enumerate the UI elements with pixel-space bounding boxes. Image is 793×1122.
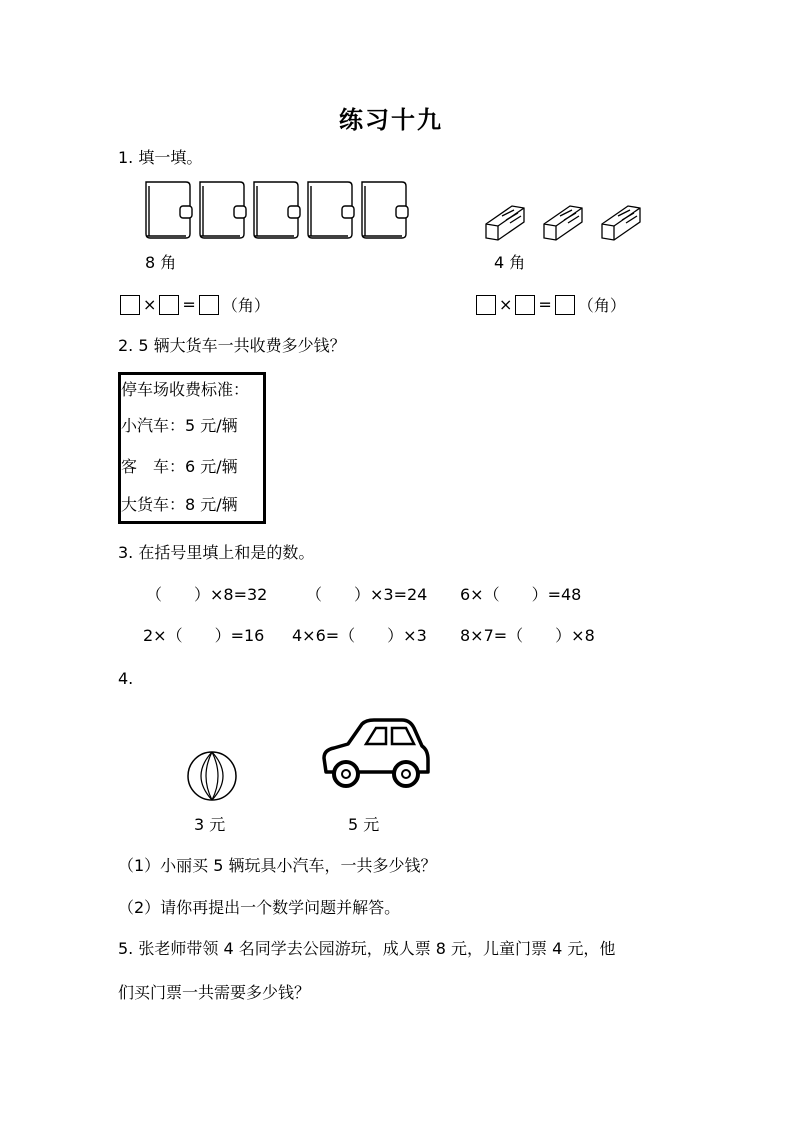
eraser-price: 4 角 bbox=[494, 253, 526, 272]
answer-box[interactable] bbox=[159, 295, 179, 315]
parking-fee-sign bbox=[118, 372, 266, 524]
times-sign: × bbox=[143, 295, 157, 314]
equals-sign: = bbox=[538, 295, 552, 314]
sign-line: 客 车：6 元/辆 bbox=[121, 456, 238, 476]
q3-item: 8×7=（ ）×8 bbox=[460, 626, 595, 645]
q3-item: 6×（ ）=48 bbox=[460, 585, 582, 604]
q3-heading: 3. 在括号里填上和是的数。 bbox=[118, 543, 315, 562]
answer-box[interactable] bbox=[476, 295, 496, 315]
ball-icon bbox=[185, 750, 239, 802]
q1-right-equation bbox=[476, 293, 627, 316]
q5-line2: 们买门票一共需要多少钱？ bbox=[118, 983, 311, 1002]
sign-line: 小汽车：5 元/辆 bbox=[121, 415, 238, 435]
sign-line: 停车场收费标准： bbox=[121, 380, 250, 399]
wallet-price: 8 角 bbox=[145, 253, 177, 272]
eraser-icon bbox=[544, 206, 582, 240]
q3-item: （ ）×8=32 bbox=[146, 585, 268, 604]
wallet-icon bbox=[308, 182, 354, 238]
eraser-icon bbox=[486, 206, 524, 240]
equals-sign: = bbox=[182, 295, 196, 314]
wallet-icon bbox=[254, 182, 300, 238]
car-price: 5 元 bbox=[348, 815, 380, 834]
answer-box[interactable] bbox=[515, 295, 535, 315]
unit-label: （角） bbox=[577, 296, 626, 315]
wallets-group bbox=[142, 178, 417, 244]
q1-left-equation bbox=[120, 293, 271, 316]
wallet-icon bbox=[200, 182, 246, 238]
eraser-icon bbox=[602, 206, 640, 240]
answer-box[interactable] bbox=[120, 295, 140, 315]
erasers-group bbox=[482, 198, 652, 244]
wallet-icon bbox=[362, 182, 408, 238]
q3-item: （ ）×3=24 bbox=[306, 585, 428, 604]
q5-line1: 5. 张老师带领 4 名同学去公园游玩，成人票 8 元，儿童门票 4 元，他 bbox=[118, 939, 616, 958]
toy-car-icon bbox=[320, 714, 432, 794]
answer-box[interactable] bbox=[199, 295, 219, 315]
times-sign: × bbox=[499, 295, 513, 314]
unit-label: （角） bbox=[221, 296, 270, 315]
q4-sub2: （2）请你再提出一个数学问题并解答。 bbox=[118, 898, 401, 917]
ball-price: 3 元 bbox=[194, 815, 226, 834]
q4-sub1: （1）小丽买 5 辆玩具小汽车，一共多少钱？ bbox=[118, 856, 437, 875]
q3-item: 4×6=（ ）×3 bbox=[292, 626, 427, 645]
q1-heading: 1. 填一填。 bbox=[118, 148, 203, 167]
q3-item: 2×（ ）=16 bbox=[143, 626, 265, 645]
q4-heading: 4. bbox=[118, 669, 134, 688]
answer-box[interactable] bbox=[555, 295, 575, 315]
page-title: 练习十九 bbox=[339, 106, 443, 134]
q2-heading: 2. 5 辆大货车一共收费多少钱？ bbox=[118, 336, 346, 355]
wallet-icon bbox=[146, 182, 192, 238]
sign-line: 大货车：8 元/辆 bbox=[121, 495, 238, 514]
